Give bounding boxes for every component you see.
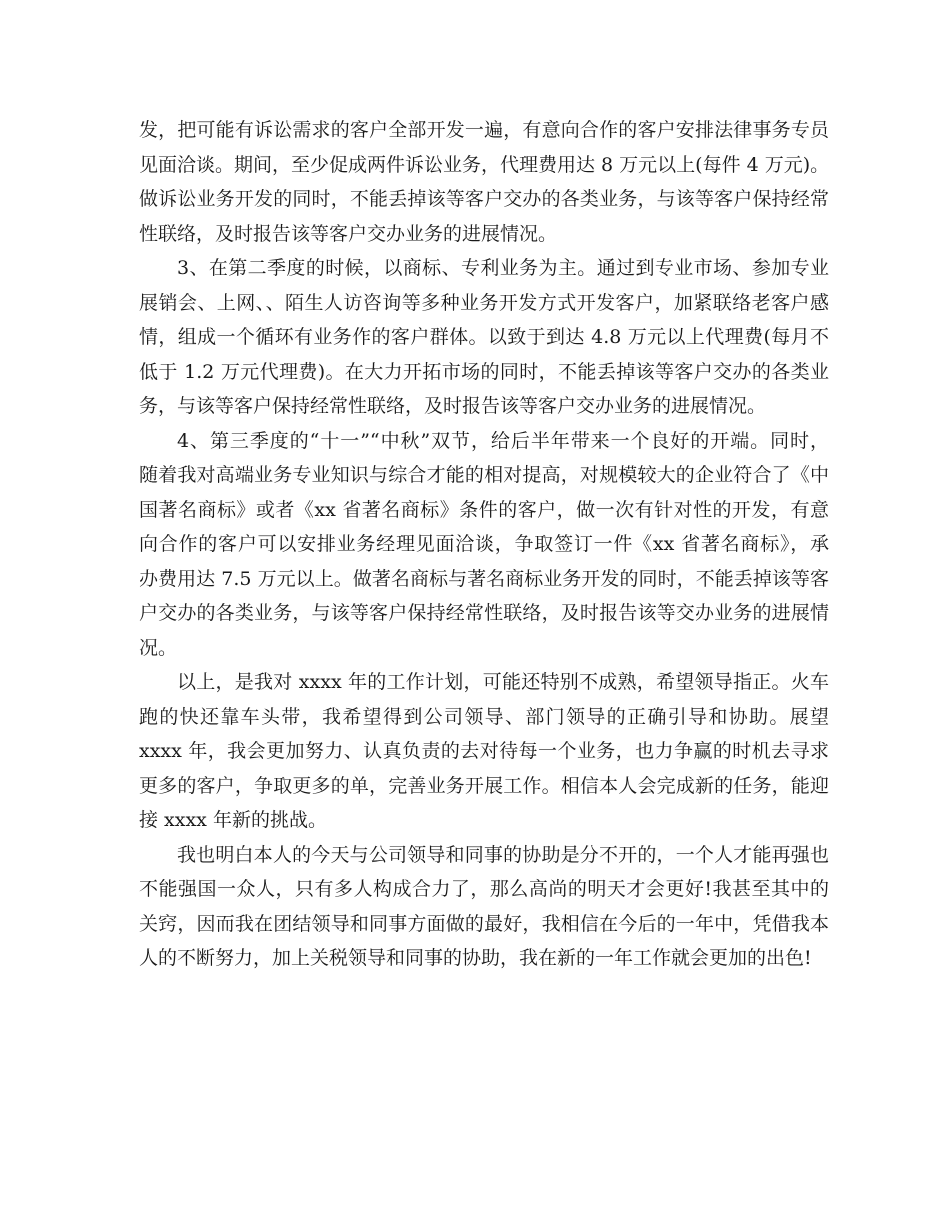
text-line: 不能强国一众人，只有多人构成合力了，那么高尚的明天才会更好!我甚至其中的 — [139, 878, 829, 900]
text-line: 国著名商标》或者《xx 省著名商标》条件的客户，做一次有针对性的开发，有意 — [139, 498, 829, 521]
text-line: 情，组成一个循环有业务作的客户群体。以致于到达 4.8 万元以上代理费(每月不 — [139, 326, 829, 348]
document-body — [139, 113, 829, 976]
text-line: 发，把可能有诉讼需求的客户全部开发一遍，有意向合作的客户安排法律事务专员 — [139, 119, 829, 141]
text-line: 展销会、上网、、陌生人访咨询等多种业务开发方式开发客户，加紧联络老客户感 — [139, 291, 829, 314]
text-line: 做诉讼业务开发的同时，不能丢掉该等客户交办的各类业务，与该等客户保持经常 — [139, 188, 829, 210]
text-line: 见面洽谈。期间，至少促成两件诉讼业务，代理费用达 8 万元以上(每件 4 万元)。 — [139, 153, 830, 176]
text-line: 4、第三季度的“十一”“中秋”双节，给后半年带来一个良好的开端。同时， — [177, 429, 829, 452]
text-line: 关窍，因而我在团结领导和同事方面做的最好，我相信在今后的一年中，凭借我本 — [139, 912, 829, 935]
text-line: 我也明白本人的今天与公司领导和同事的协助是分不开的，一个人才能再强也 — [177, 843, 829, 866]
text-line: 跑的快还靠车头带，我希望得到公司领导、部门领导的正确引导和协助。展望 — [139, 705, 829, 728]
text-line: 人的不断努力，加上关税领导和同事的协助，我在新的一年工作就会更加的出色! — [139, 947, 812, 969]
text-line: 更多的客户，争取更多的单，完善业务开展工作。相信本人会完成新的任务，能迎 — [139, 774, 829, 797]
text-line: 户交办的各类业务，与该等客户保持经常性联络，及时报告该等交办业务的进展情 — [139, 602, 829, 624]
text-line: 以上，是我对 xxxx 年的工作计划，可能还特别不成熟，希望领导指正。火车 — [177, 671, 829, 693]
text-line: 况。 — [139, 636, 178, 659]
text-line: 性联络，及时报告该等客户交办业务的进展情况。 — [139, 222, 558, 245]
text-line: 3、在第二季度的时候，以商标、专利业务为主。通过到专业市场、参加专业 — [177, 257, 829, 279]
text-line: 随着我对高端业务专业知识与综合才能的相对提高，对规模较大的企业符合了《中 — [139, 464, 829, 486]
text-line: 接 xxxx 年新的挑战。 — [139, 809, 327, 831]
text-line: xxxx 年，我会更加努力、认真负责的去对待每一个业务，也力争赢的时机去寻求 — [139, 740, 829, 762]
text-line: 务，与该等客户保持经常性联络，及时报告该等客户交办业务的进展情况。 — [139, 395, 767, 417]
text-line: 向合作的客户可以安排业务经理见面洽谈，争取签订一件《xx 省著名商标》，承 — [139, 533, 829, 555]
text-line: 办费用达 7.5 万元以上。做著名商标与著名商标业务开发的同时，不能丢掉该等客 — [139, 567, 829, 590]
text-line: 低于 1.2 万元代理费)。在大力开拓市场的同时，不能丢掉该等客户交办的各类业 — [139, 360, 829, 383]
